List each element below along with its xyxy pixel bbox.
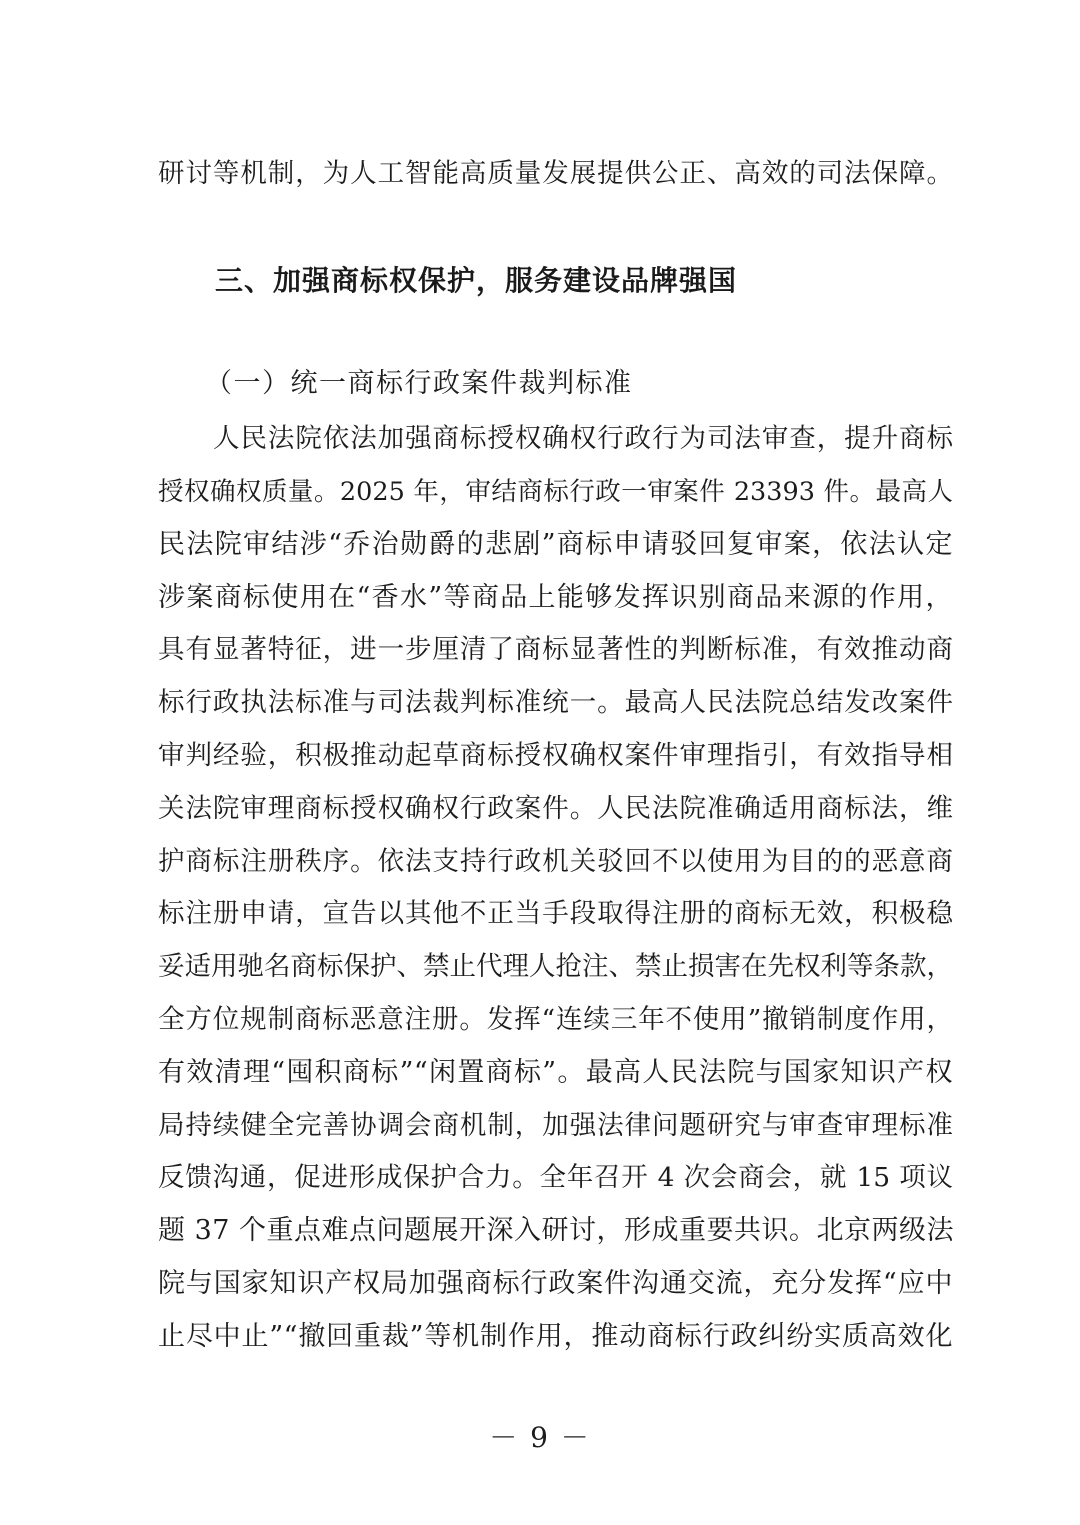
paragraph-line: 民法院审结涉“乔治勋爵的悲剧”商标申请驳回复审案，依法认定: [158, 529, 953, 560]
paragraph-line: 授权确权质量。2025 年，审结商标行政一审案件 23393 件。最高人: [158, 477, 953, 507]
paragraph-line: 人民法院依法加强商标授权确权行政行为司法审查，提升商标: [213, 423, 953, 454]
paragraph-line: 局持续健全完善协调会商机制，加强法律问题研究与审查审理标准: [158, 1110, 953, 1141]
paragraph-line: 止尽中止”“撤回重裁”等机制作用，推动商标行政纠纷实质高效化: [158, 1321, 953, 1352]
paragraph-line: 关法院审理商标授权确权行政案件。人民法院准确适用商标法，维: [158, 793, 953, 824]
paragraph-line: 标行政执法标准与司法裁判标准统一。最高人民法院总结发改案件: [158, 687, 953, 718]
paragraph-line: 护商标注册秩序。依法支持行政机关驳回不以使用为目的的恶意商: [158, 846, 953, 877]
paragraph-line: 具有显著特征，进一步厘清了商标显著性的判断标准，有效推动商: [158, 634, 953, 665]
paragraph-line: 审判经验，积极推动起草商标授权确权案件审理指引，有效指导相: [158, 740, 953, 771]
paragraph-line: 有效清理“囤积商标”“闲置商标”。最高人民法院与国家知识产权: [158, 1057, 953, 1088]
paragraph-line: 全方位规制商标恶意注册。发挥“连续三年不使用”撤销制度作用，: [158, 1004, 953, 1035]
page-number: － 9 －: [489, 1421, 591, 1454]
continuation-line: 研讨等机制，为人工智能高质量发展提供公正、高效的司法保障。: [158, 158, 953, 189]
paragraph-line: 标注册申请，宣告以其他不正当手段取得注册的商标无效，积极稳: [158, 898, 953, 929]
paragraph-line: 院与国家知识产权局加强商标行政案件沟通交流，充分发挥“应中: [158, 1268, 953, 1299]
subsection-heading: （一）统一商标行政案件裁判标准: [205, 368, 633, 399]
paragraph-line: 题 37 个重点难点问题展开深入研讨，形成重要共识。北京两级法: [158, 1215, 955, 1246]
section-heading: 三、加强商标权保护，服务建设品牌强国: [215, 264, 738, 297]
paragraph-line: 涉案商标使用在“香水”等商品上能够发挥识别商品来源的作用，: [158, 582, 953, 613]
paragraph-line: 妥适用驰名商标保护、禁止代理人抢注、禁止损害在先权利等条款，: [158, 951, 953, 982]
paragraph-line: 反馈沟通，促进形成保护合力。全年召开 4 次会商会，就 15 项议: [158, 1162, 953, 1193]
